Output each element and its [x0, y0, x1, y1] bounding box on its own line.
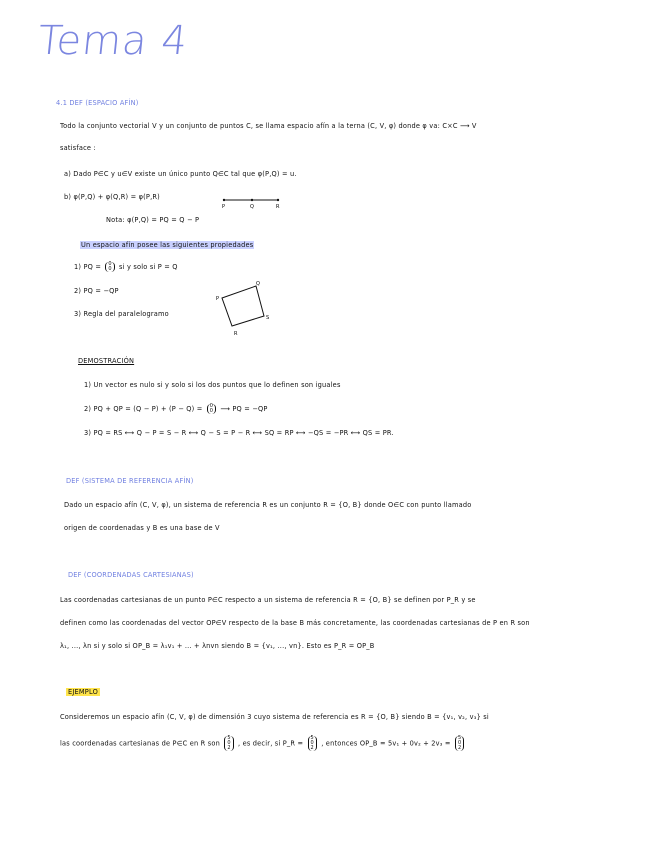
segment-diagram	[222, 196, 282, 210]
matrix-entry: 0	[108, 261, 112, 267]
example-line-2	[60, 736, 466, 751]
parallelogram-diagram	[214, 282, 274, 338]
demonstration-line-2-prefix: 2) PQ + QP = (Q − P) + (P − Q) =	[84, 405, 203, 413]
property-1-suffix: si y solo si P = Q	[119, 263, 178, 271]
property-1	[74, 262, 178, 272]
matrix-entry: 2	[310, 745, 314, 751]
example-line-2-prefix: las coordenadas cartesianas de P∈C en R son	[60, 739, 221, 748]
heading-cartesian-coordinates: DEF (COORDENADAS CARTESIANAS)	[68, 571, 194, 579]
affine-note: Nota: φ(P,Q) = PQ = Q − P	[106, 216, 200, 224]
cartesian-line-3: λ₁, ..., λn si y solo si OP_B = λ₁v₁ + ... + λnvn siendo B = {v₁, ..., vn}. Esto es P_R = OP_B	[60, 642, 375, 650]
properties-intro	[80, 241, 254, 249]
matrix-entry: 2	[457, 745, 462, 751]
segment-label-p: P	[222, 204, 226, 210]
zero-vector-matrix	[105, 262, 114, 272]
cartesian-line-2: definen como las coordenadas del vector OP∈V respecto de la base B más concretamente, las coordenadas cartesianas de P en R son	[60, 619, 530, 627]
page-title: Tema 4	[35, 18, 191, 64]
demonstration-line-2-suffix: ⟶ PQ = −QP	[220, 405, 268, 413]
matrix-entry: 0	[310, 740, 314, 746]
matrix-entry: 2	[227, 745, 231, 751]
matrix-entry: 0	[457, 740, 462, 746]
matrix-entry: 5	[310, 735, 314, 741]
example-line-2-mid: , es decir, si P_R =	[238, 739, 304, 748]
matrix-entry: 0	[209, 408, 214, 414]
parallelogram-label-q: Q	[256, 281, 260, 287]
properties-intro-text: Un espacio afín posee las siguientes propiedades	[81, 241, 254, 249]
heading-demonstration: DEMOSTRACIÓN	[78, 357, 135, 365]
segment-label-r: R	[276, 204, 280, 210]
heading-reference-system: DEF (SISTEMA DE REFERENCIA AFÍN)	[66, 477, 194, 485]
matrix-entry: 5	[457, 735, 462, 741]
coordinates-matrix	[455, 736, 464, 751]
example-heading-wrap	[66, 688, 100, 696]
coordinates-matrix	[224, 736, 233, 751]
coordinates-matrix	[308, 736, 317, 751]
matrix-entry: 0	[209, 403, 214, 409]
demonstration-line-3: 3) PQ = RS ⟷ Q − P = S − R ⟷ Q − S = P − R ⟷ SQ = RP ⟷ −QS = −PR ⟷ QS = PR.	[84, 429, 394, 437]
matrix-entry: 0	[227, 740, 231, 746]
affine-def-line-2: satisface :	[60, 144, 96, 152]
property-1-prefix: 1) PQ =	[74, 263, 102, 271]
affine-item-b: b) φ(P,Q) + φ(Q,R) = φ(P,R)	[64, 193, 160, 201]
cartesian-line-1: Las coordenadas cartesianas de un punto P∈C respecto a un sistema de referencia R = {O, B} se definen por P_R y se	[60, 596, 476, 604]
property-2: 2) PQ = −QP	[74, 287, 119, 295]
demonstration-line-1: 1) Un vector es nulo si y solo si los dos puntos que lo definen son iguales	[84, 381, 341, 389]
property-3: 3) Regla del paralelogramo	[74, 310, 169, 318]
affine-item-a: a) Dado P∈C y u∈V existe un único punto Q∈C tal que φ(P,Q) = u.	[64, 170, 297, 178]
heading-affine-space: 4.1 DEF (ESPACIO AFÍN)	[56, 99, 139, 107]
example-line-1: Consideremos un espacio afín (C, V, φ) de dimensión 3 cuyo sistema de referencia es R = {O, B} siendo B = {v₁, v₂, v₃} si	[60, 713, 489, 721]
reference-system-line-1: Dado un espacio afín (C, V, φ), un sistema de referencia R es un conjunto R = {O, B} donde O∈C con punto llamado	[64, 501, 472, 509]
demonstration-line-2	[84, 404, 268, 414]
matrix-entry: 5	[227, 735, 231, 741]
zero-vector-matrix	[207, 404, 216, 414]
heading-example: EJEMPLO	[68, 688, 98, 696]
segment-label-q: Q	[250, 204, 254, 210]
example-line-2-suffix: , entonces OP_B = 5v₁ + 0v₂ + 2v₃ =	[321, 739, 451, 748]
affine-def-line-1: Todo la conjunto vectorial V y un conjunto de puntos C, se llama espacio afín a la terna (C, V, φ) donde φ va: C×C ⟶ V	[60, 122, 477, 130]
matrix-entry: 0	[108, 266, 112, 272]
reference-system-line-2: origen de coordenadas y B es una base de V	[64, 524, 220, 532]
parallelogram-label-p: P	[216, 296, 220, 302]
parallelogram-label-s: S	[266, 315, 270, 321]
parallelogram-label-r: R	[234, 331, 238, 337]
